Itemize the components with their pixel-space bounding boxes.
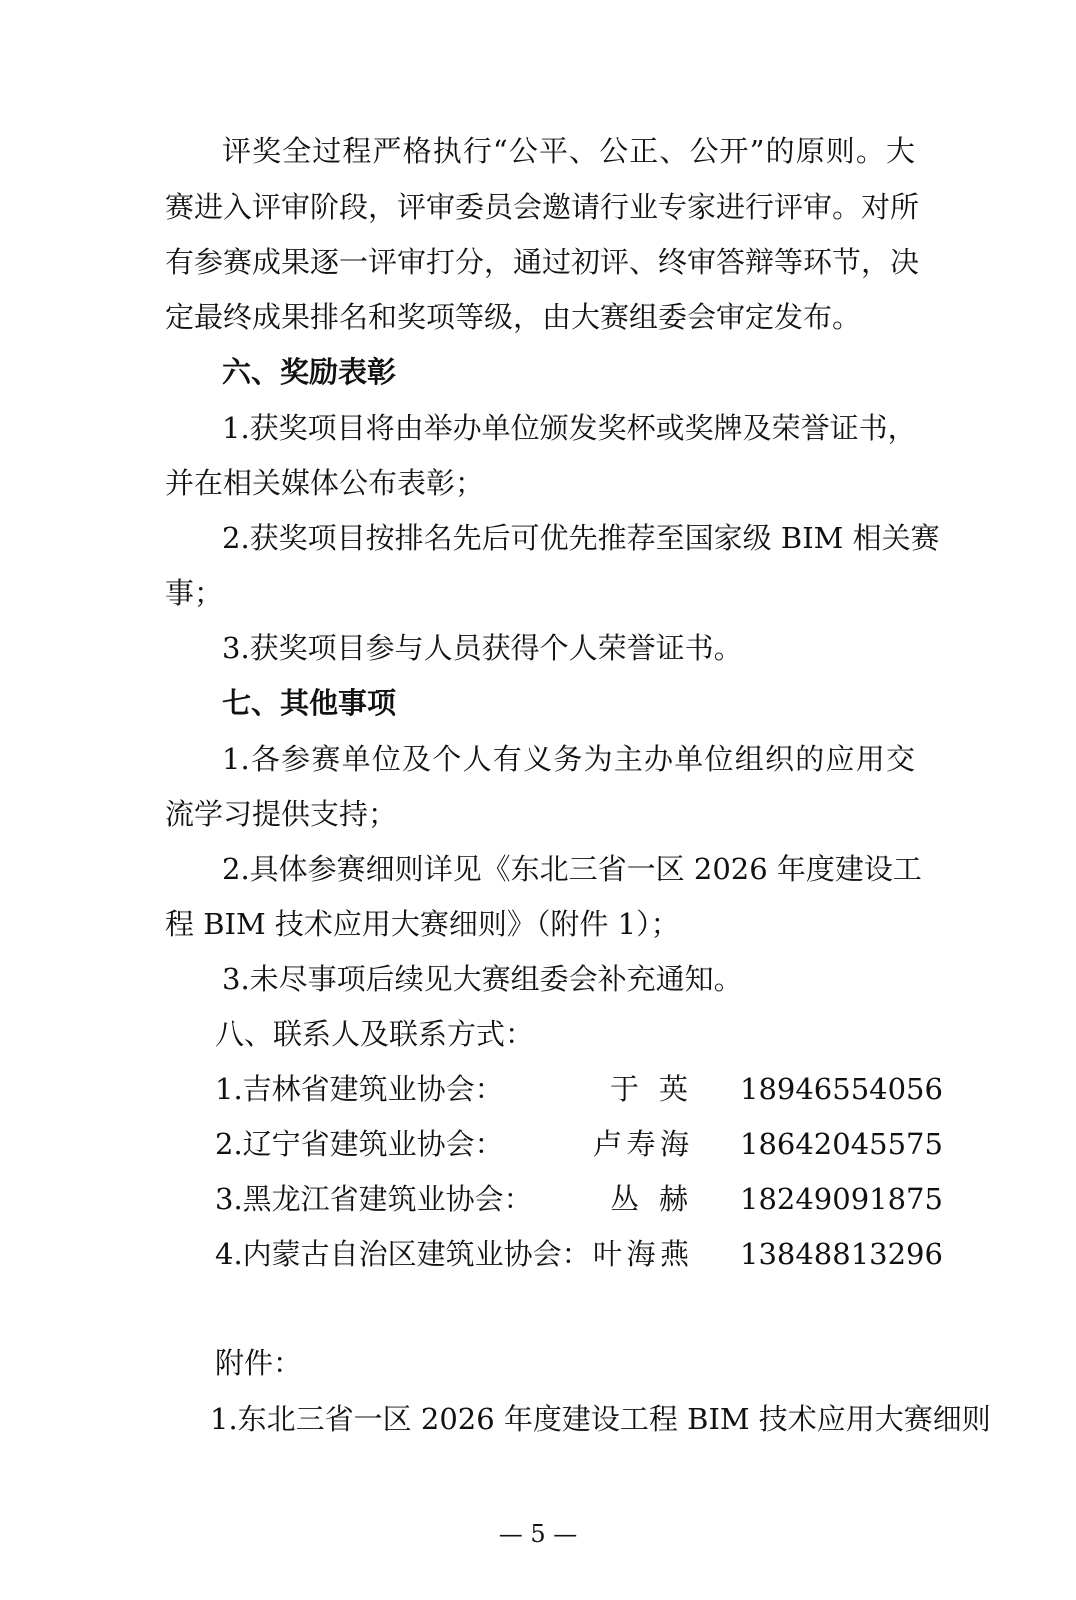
contact-phone: 18642045575 — [740, 1127, 943, 1161]
list-item-line: 事； — [165, 576, 224, 610]
attachment-item: 1.东北三省一区 2026 年度建设工程 BIM 技术应用大赛细则 — [210, 1402, 991, 1436]
paragraph-line: 定最终成果排名和奖项等级，由大赛组委会审定发布。 — [165, 300, 862, 334]
section-heading-other-matters: 七、其他事项 — [222, 686, 397, 720]
list-item-line: 并在相关媒体公布表彰； — [165, 466, 485, 500]
list-item-line: 3.获奖项目参与人员获得个人荣誉证书。 — [222, 631, 743, 665]
contact-person: 于英 — [610, 1072, 688, 1106]
contact-row — [215, 1122, 943, 1166]
paragraph-line: 赛进入评审阶段，评审委员会邀请行业专家进行评审。对所 — [165, 190, 920, 224]
list-item-line: 2.获奖项目按排名先后可优先推荐至国家级 BIM 相关赛 — [222, 521, 940, 555]
contact-person: 叶海燕 — [593, 1237, 689, 1271]
page-number: — 5 — — [498, 1520, 578, 1548]
contact-phone: 18946554056 — [740, 1072, 943, 1106]
section-heading-contacts: 八、联系人及联系方式： — [215, 1017, 535, 1051]
contact-org: 1.吉林省建筑业协会： — [215, 1072, 504, 1106]
contact-org: 2.辽宁省建筑业协会： — [215, 1127, 504, 1161]
paragraph-line: 评奖全过程严格执行“公平、公正、公开”的原则。大 — [222, 134, 915, 168]
contact-row — [215, 1067, 943, 1111]
section-heading-awards: 六、奖励表彰 — [222, 355, 397, 389]
list-item-line: 1.各参赛单位及个人有义务为主办单位组织的应用交 — [222, 742, 915, 776]
list-item-line: 3.未尽事项后续见大赛组委会补充通知。 — [222, 962, 743, 996]
contact-person: 丛赫 — [610, 1182, 688, 1216]
attachments-label: 附件： — [215, 1346, 303, 1380]
contact-row — [215, 1232, 943, 1276]
contact-person: 卢寿海 — [593, 1127, 689, 1161]
list-item-line: 程 BIM 技术应用大赛细则》（附件 1）； — [165, 907, 680, 941]
paragraph-line: 有参赛成果逐一评审打分，通过初评、终审答辩等环节，决 — [165, 245, 920, 279]
contact-phone: 13848813296 — [740, 1237, 943, 1271]
list-item-line: 2.具体参赛细则详见《东北三省一区 2026 年度建设工 — [222, 852, 922, 886]
contact-phone: 18249091875 — [740, 1182, 943, 1216]
list-item-line: 1.获奖项目将由举办单位颁发奖杯或奖牌及荣誉证书， — [222, 411, 917, 445]
list-item-line: 流学习提供支持； — [165, 797, 398, 831]
contact-org: 3.黑龙江省建筑业协会： — [215, 1182, 533, 1216]
contact-org: 4.内蒙古自治区建筑业协会： — [215, 1237, 591, 1271]
contact-row — [215, 1177, 943, 1221]
